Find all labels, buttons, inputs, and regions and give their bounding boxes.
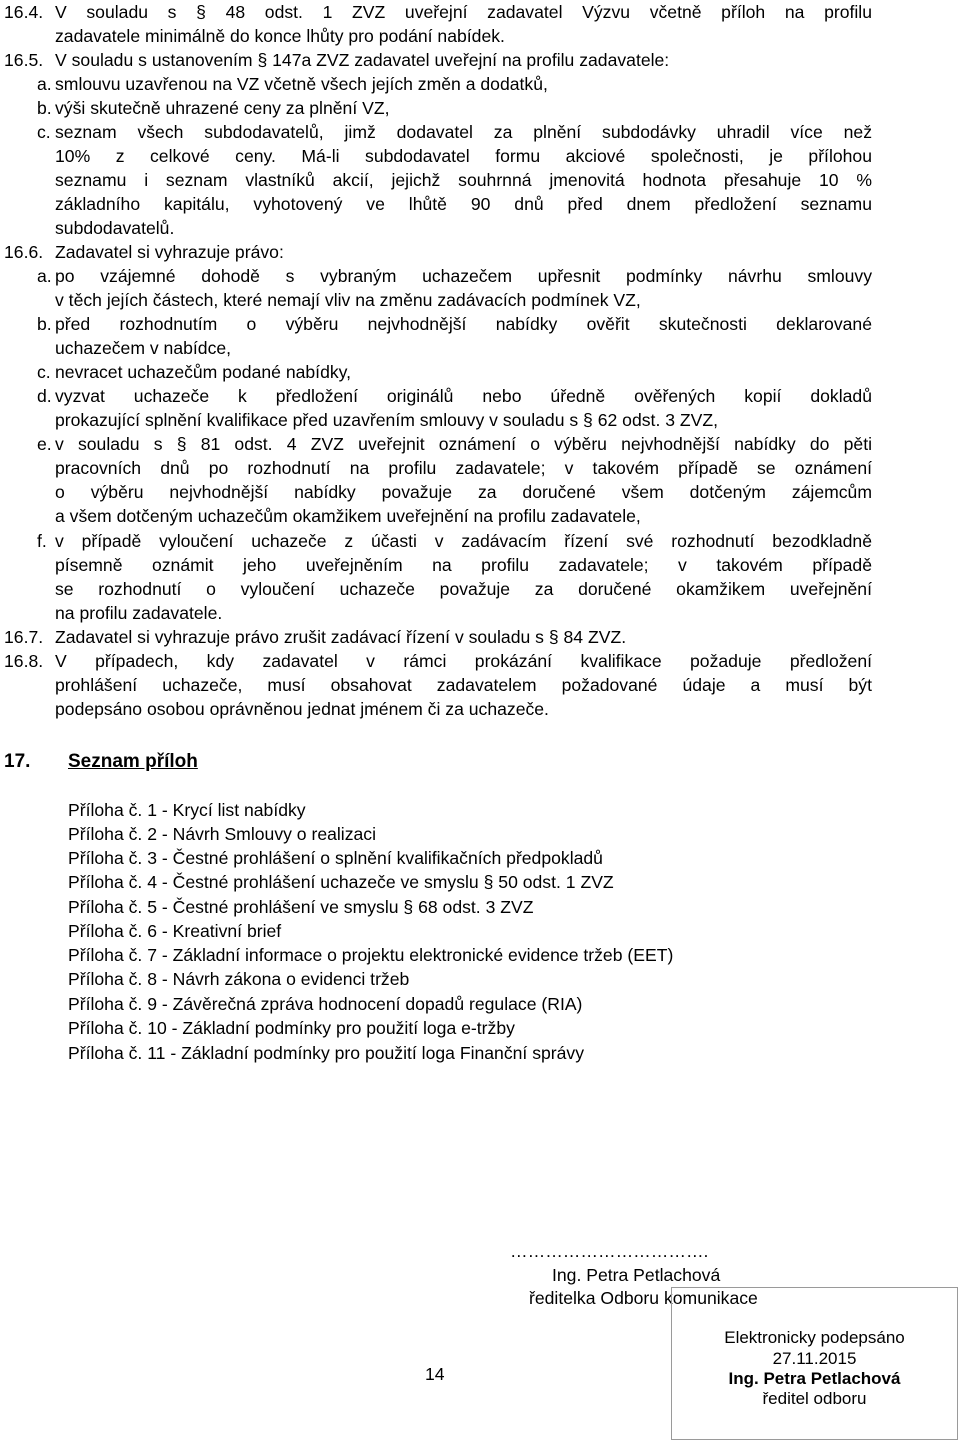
list-item: výši skutečně uhrazené ceny za plnění VZ, — [55, 98, 390, 118]
stamp-date: 27.11.2015 — [772, 1349, 857, 1368]
list-label: d. — [37, 386, 52, 406]
paragraph-line: zadavatele minimálně do konce lhůty pro podání nabídek. — [55, 26, 505, 46]
list-label: a. — [37, 74, 52, 94]
list-item: po vzájemné dohodě s vybraným uchazečem upřesnit podmínky návrhu smlouvy — [55, 266, 872, 286]
list-label: a. — [37, 266, 52, 286]
attachment-item: Příloha č. 6 - Kreativní brief — [68, 921, 282, 941]
attachment-item: Příloha č. 3 - Čestné prohlášení o splnění kvalifikačních předpokladů — [68, 848, 603, 868]
list-item: seznam všech subdodavatelů, jimž dodavatel za plnění subdodávky uhradil více než — [55, 122, 872, 142]
list-item: nevracet uchazečům podané nabídky, — [55, 362, 352, 382]
list-item: v těch jejích částech, které nemají vliv na změnu zadávacích podmínek VZ, — [55, 290, 641, 310]
paragraph-line: Zadavatel si vyhrazuje právo zrušit zadávací řízení v souladu s § 84 ZVZ. — [55, 627, 627, 647]
paragraph-line: V souladu s § 48 odst. 1 ZVZ uveřejní zadavatel Výzvu včetně příloh na profilu — [55, 2, 872, 22]
attachment-item: Příloha č. 5 - Čestné prohlášení ve smyslu § 68 odst. 3 ZVZ — [68, 897, 534, 917]
list-item: smlouvu uzavřenou na VZ včetně všech jejích změn a dodatků, — [55, 74, 548, 94]
list-label: b. — [37, 314, 52, 334]
chapter-title: Seznam příloh — [68, 751, 198, 772]
paragraph-line: V souladu s ustanovením § 147a ZVZ zadavatel uveřejní na profilu zadavatele: — [55, 50, 670, 70]
attachment-item: Příloha č. 9 - Závěrečná zpráva hodnocení dopadů regulace (RIA) — [68, 994, 583, 1014]
signatory-role: ředitelka Odboru komunikace — [529, 1288, 758, 1308]
list-item: pracovních dnů po rozhodnutí na profilu zadavatele; v takovém případě se oznámení — [55, 458, 872, 478]
list-item: před rozhodnutím o výběru nejvhodnější nabídky ověřit skutečnosti deklarované — [55, 314, 872, 334]
list-item: základního kapitálu, vyhotovený ve lhůtě 90 dnů před dnem předložení seznamu — [55, 194, 872, 214]
list-item: o výběru nejvhodnější nabídky považuje za doručené všem dotčeným zájemcům — [55, 482, 872, 502]
list-item: na profilu zadavatele. — [55, 603, 223, 623]
attachment-item: Příloha č. 11 - Základní podmínky pro použití loga Finanční správy — [68, 1043, 585, 1063]
list-item: uchazečem v nabídce, — [55, 338, 232, 358]
paragraph-line: V případech, kdy zadavatel v rámci prokázání kvalifikace požaduje předložení — [55, 651, 872, 671]
paragraph-line: podepsáno osobou oprávněnou jednat jménem či za uchazeče. — [55, 699, 549, 719]
signatory-name: Ing. Petra Petlachová — [552, 1265, 721, 1285]
section-number: 16.8. — [4, 651, 44, 671]
list-label: f. — [37, 531, 47, 551]
section-number: 16.7. — [4, 627, 44, 647]
paragraph-line: prohlášení uchazeče, musí obsahovat zadavatelem požadované údaje a musí být — [55, 675, 872, 695]
list-item: v případě vyloučení uchazeče z účasti v zadávacím řízení své rozhodnutí bezodkladně — [55, 531, 872, 551]
list-item: seznamu i seznam vlastníků akcií, jejichž souhrnná jmenovitá hodnota přesahuje 10 % — [55, 170, 872, 190]
list-item: v souladu s § 81 odst. 4 ZVZ uveřejnit oznámení o výběru nejvhodnější nabídky do pěti — [55, 434, 872, 454]
paragraph-line: Zadavatel si vyhrazuje právo: — [55, 242, 284, 262]
list-item: písemně oznámit jeho uveřejněním na profilu zadavatele; v takovém případě — [55, 555, 872, 575]
stamp-title: Elektronicky podepsáno — [724, 1328, 905, 1347]
attachment-item: Příloha č. 2 - Návrh Smlouvy o realizaci — [68, 824, 377, 844]
attachment-item: Příloha č. 7 - Základní informace o projektu elektronické evidence tržeb (EET) — [68, 945, 674, 965]
stamp-role: ředitel odboru — [762, 1389, 867, 1408]
list-label: c. — [37, 122, 51, 142]
attachment-item: Příloha č. 1 - Krycí list nabídky — [68, 800, 306, 820]
attachment-item: Příloha č. 8 - Návrh zákona o evidenci tržeb — [68, 969, 410, 989]
list-item: se rozhodnutí o vyloučení uchazeče považuje za doručené okamžikem uveřejnění — [55, 579, 872, 599]
electronic-signature-stamp — [671, 1287, 958, 1440]
list-item: subdodavatelů. — [55, 218, 175, 238]
chapter-number: 17. — [4, 751, 31, 772]
list-item: prokazující splnění kvalifikace před uzavřením smlouvy v souladu s § 62 odst. 3 ZVZ, — [55, 410, 719, 430]
list-item: vyzvat uchazeče k předložení originálů nebo úředně ověřených kopií dokladů — [55, 386, 872, 406]
section-number: 16.6. — [4, 242, 44, 262]
stamp-name: Ing. Petra Petlachová — [728, 1369, 901, 1388]
section-number: 16.5. — [4, 50, 44, 70]
section-number: 16.4. — [4, 2, 44, 22]
list-label: c. — [37, 362, 51, 382]
list-item: 10% z celkové ceny. Má-li subdodavatel formu akciové společnosti, je přílohou — [55, 146, 872, 166]
page-number: 14 — [425, 1364, 445, 1384]
attachment-item: Příloha č. 4 - Čestné prohlášení uchazeče ve smyslu § 50 odst. 1 ZVZ — [68, 872, 614, 892]
signature-dots: ……………………………. — [510, 1241, 709, 1261]
attachment-item: Příloha č. 10 - Základní podmínky pro použití loga e-tržby — [68, 1018, 515, 1038]
list-label: e. — [37, 434, 52, 454]
list-item: a všem dotčeným uchazečům okamžikem uveřejnění na profilu zadavatele, — [55, 506, 641, 526]
list-label: b. — [37, 98, 52, 118]
